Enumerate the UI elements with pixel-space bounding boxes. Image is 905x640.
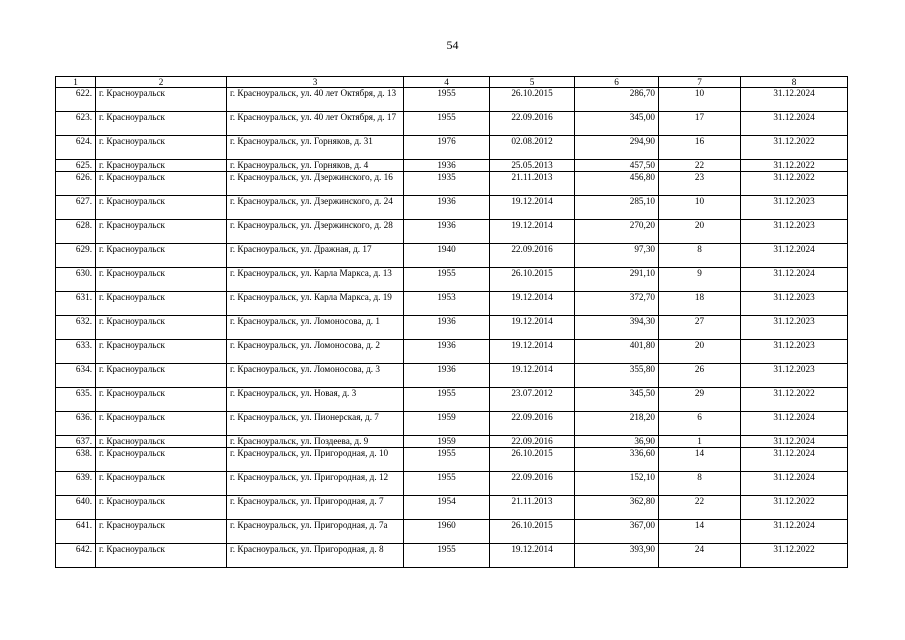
- cell-deadline: 31.12.2024: [741, 88, 848, 112]
- cell-date: 22.09.2016: [490, 244, 575, 268]
- cell-date: 26.10.2015: [490, 268, 575, 292]
- cell-settlement: г. Красноуральск: [96, 496, 227, 520]
- cell-deadline: 31.12.2024: [741, 244, 848, 268]
- cell-settlement: г. Красноуральск: [96, 388, 227, 412]
- cell-year-built: 1936: [404, 160, 490, 172]
- cell-settlement: г. Красноуральск: [96, 448, 227, 472]
- cell-address: г. Красноуральск, ул. Новая, д. 3: [227, 388, 404, 412]
- cell-settlement: г. Красноуральск: [96, 88, 227, 112]
- cell-date: 22.09.2016: [490, 112, 575, 136]
- cell-row-number: 638.: [56, 448, 96, 472]
- cell-deadline: 31.12.2024: [741, 520, 848, 544]
- cell-area: 97,30: [575, 244, 659, 268]
- cell-area: 394,30: [575, 316, 659, 340]
- cell-row-number: 623.: [56, 112, 96, 136]
- cell-date: 26.10.2015: [490, 88, 575, 112]
- cell-year-built: 1960: [404, 520, 490, 544]
- table-row: [56, 520, 848, 544]
- cell-address: г. Красноуральск, ул. Горняков, д. 31: [227, 136, 404, 160]
- cell-deadline: 31.12.2022: [741, 496, 848, 520]
- cell-address: г. Красноуральск, ул. Пригородная, д. 12: [227, 472, 404, 496]
- cell-count: 16: [659, 136, 741, 160]
- cell-year-built: 1955: [404, 268, 490, 292]
- table-row: [56, 88, 848, 112]
- cell-area: 36,90: [575, 436, 659, 448]
- header-cell: 5: [490, 77, 575, 88]
- header-cell: 4: [404, 77, 490, 88]
- cell-deadline: 31.12.2024: [741, 436, 848, 448]
- header-cell: 7: [659, 77, 741, 88]
- table-row: [56, 268, 848, 292]
- cell-date: 22.09.2016: [490, 412, 575, 436]
- cell-settlement: г. Красноуральск: [96, 196, 227, 220]
- cell-area: 270,20: [575, 220, 659, 244]
- table-row: [56, 472, 848, 496]
- header-cell: 3: [227, 77, 404, 88]
- cell-count: 26: [659, 364, 741, 388]
- cell-row-number: 641.: [56, 520, 96, 544]
- cell-date: 22.09.2016: [490, 436, 575, 448]
- cell-settlement: г. Красноуральск: [96, 340, 227, 364]
- table-row: [56, 340, 848, 364]
- cell-year-built: 1940: [404, 244, 490, 268]
- cell-area: 367,00: [575, 520, 659, 544]
- cell-settlement: г. Красноуральск: [96, 268, 227, 292]
- cell-date: 21.11.2013: [490, 496, 575, 520]
- cell-row-number: 627.: [56, 196, 96, 220]
- cell-area: 345,00: [575, 112, 659, 136]
- cell-settlement: г. Красноуральск: [96, 220, 227, 244]
- cell-row-number: 632.: [56, 316, 96, 340]
- cell-count: 14: [659, 448, 741, 472]
- cell-row-number: 633.: [56, 340, 96, 364]
- cell-deadline: 31.12.2022: [741, 388, 848, 412]
- cell-settlement: г. Красноуральск: [96, 412, 227, 436]
- table-row: [56, 448, 848, 472]
- cell-count: 24: [659, 544, 741, 568]
- cell-settlement: г. Красноуральск: [96, 316, 227, 340]
- cell-address: г. Красноуральск, ул. Дражная, д. 17: [227, 244, 404, 268]
- cell-count: 29: [659, 388, 741, 412]
- cell-year-built: 1955: [404, 88, 490, 112]
- cell-count: 10: [659, 88, 741, 112]
- cell-year-built: 1955: [404, 388, 490, 412]
- cell-area: 457,50: [575, 160, 659, 172]
- cell-row-number: 622.: [56, 88, 96, 112]
- cell-address: г. Красноуральск, ул. Ломоносова, д. 1: [227, 316, 404, 340]
- cell-address: г. Красноуральск, ул. Дзержинского, д. 28: [227, 220, 404, 244]
- cell-date: 19.12.2014: [490, 292, 575, 316]
- cell-year-built: 1959: [404, 412, 490, 436]
- cell-address: г. Красноуральск, ул. 40 лет Октября, д. 17: [227, 112, 404, 136]
- cell-settlement: г. Красноуральск: [96, 136, 227, 160]
- cell-area: 286,70: [575, 88, 659, 112]
- cell-count: 20: [659, 220, 741, 244]
- cell-deadline: 31.12.2023: [741, 340, 848, 364]
- cell-area: 218,20: [575, 412, 659, 436]
- table-row: [56, 160, 848, 172]
- cell-year-built: 1955: [404, 448, 490, 472]
- cell-area: 456,80: [575, 172, 659, 196]
- cell-area: 336,60: [575, 448, 659, 472]
- cell-address: г. Красноуральск, ул. Пригородная, д. 7: [227, 496, 404, 520]
- cell-count: 17: [659, 112, 741, 136]
- cell-address: г. Красноуральск, ул. Поздеева, д. 9: [227, 436, 404, 448]
- cell-area: 393,90: [575, 544, 659, 568]
- header-cell: 6: [575, 77, 659, 88]
- cell-count: 6: [659, 412, 741, 436]
- cell-settlement: г. Красноуральск: [96, 544, 227, 568]
- cell-row-number: 634.: [56, 364, 96, 388]
- cell-address: г. Красноуральск, ул. Пригородная, д. 7а: [227, 520, 404, 544]
- cell-settlement: г. Красноуральск: [96, 436, 227, 448]
- cell-count: 18: [659, 292, 741, 316]
- cell-date: 25.05.2013: [490, 160, 575, 172]
- cell-year-built: 1976: [404, 136, 490, 160]
- table-row: [56, 436, 848, 448]
- page-number: 54: [446, 38, 459, 52]
- cell-count: 14: [659, 520, 741, 544]
- header-cell: 2: [96, 77, 227, 88]
- cell-row-number: 628.: [56, 220, 96, 244]
- cell-address: г. Красноуральск, ул. Карла Маркса, д. 19: [227, 292, 404, 316]
- table-row: [56, 412, 848, 436]
- cell-deadline: 31.12.2022: [741, 544, 848, 568]
- table-body: [56, 88, 848, 568]
- registry-table: [55, 76, 848, 568]
- table-row: [56, 496, 848, 520]
- cell-year-built: 1936: [404, 196, 490, 220]
- cell-year-built: 1954: [404, 496, 490, 520]
- table-row: [56, 244, 848, 268]
- cell-row-number: 631.: [56, 292, 96, 316]
- cell-date: 23.07.2012: [490, 388, 575, 412]
- cell-area: 285,10: [575, 196, 659, 220]
- cell-year-built: 1959: [404, 436, 490, 448]
- cell-count: 20: [659, 340, 741, 364]
- cell-address: г. Красноуральск, ул. Ломоносова, д. 2: [227, 340, 404, 364]
- table-row: [56, 364, 848, 388]
- cell-deadline: 31.12.2024: [741, 268, 848, 292]
- cell-settlement: г. Красноуральск: [96, 244, 227, 268]
- cell-settlement: г. Красноуральск: [96, 520, 227, 544]
- cell-address: г. Красноуральск, ул. Пригородная, д. 8: [227, 544, 404, 568]
- cell-deadline: 31.12.2024: [741, 112, 848, 136]
- cell-count: 8: [659, 472, 741, 496]
- cell-year-built: 1936: [404, 220, 490, 244]
- header-cell: 8: [741, 77, 848, 88]
- cell-row-number: 642.: [56, 544, 96, 568]
- cell-address: г. Красноуральск, ул. Пригородная, д. 10: [227, 448, 404, 472]
- cell-count: 9: [659, 268, 741, 292]
- cell-address: г. Красноуральск, ул. Карла Маркса, д. 13: [227, 268, 404, 292]
- cell-count: 22: [659, 160, 741, 172]
- cell-row-number: 640.: [56, 496, 96, 520]
- cell-deadline: 31.12.2024: [741, 472, 848, 496]
- cell-area: 355,80: [575, 364, 659, 388]
- cell-date: 19.12.2014: [490, 196, 575, 220]
- cell-count: 1: [659, 436, 741, 448]
- cell-settlement: г. Красноуральск: [96, 112, 227, 136]
- cell-deadline: 31.12.2022: [741, 136, 848, 160]
- cell-deadline: 31.12.2023: [741, 196, 848, 220]
- cell-count: 22: [659, 496, 741, 520]
- cell-date: 19.12.2014: [490, 364, 575, 388]
- cell-area: 401,80: [575, 340, 659, 364]
- cell-date: 02.08.2012: [490, 136, 575, 160]
- cell-date: 19.12.2014: [490, 544, 575, 568]
- cell-count: 8: [659, 244, 741, 268]
- cell-row-number: 636.: [56, 412, 96, 436]
- cell-area: 345,50: [575, 388, 659, 412]
- table-row: [56, 196, 848, 220]
- table-row: [56, 292, 848, 316]
- table-row: [56, 544, 848, 568]
- cell-date: 19.12.2014: [490, 220, 575, 244]
- cell-year-built: 1953: [404, 292, 490, 316]
- table-row: [56, 136, 848, 160]
- table-row: [56, 112, 848, 136]
- table-row: [56, 316, 848, 340]
- cell-row-number: 637.: [56, 436, 96, 448]
- cell-settlement: г. Красноуральск: [96, 160, 227, 172]
- cell-row-number: 630.: [56, 268, 96, 292]
- cell-settlement: г. Красноуральск: [96, 292, 227, 316]
- cell-deadline: 31.12.2023: [741, 316, 848, 340]
- cell-deadline: 31.12.2023: [741, 292, 848, 316]
- cell-year-built: 1936: [404, 340, 490, 364]
- cell-row-number: 624.: [56, 136, 96, 160]
- cell-date: 21.11.2013: [490, 172, 575, 196]
- cell-count: 10: [659, 196, 741, 220]
- cell-deadline: 31.12.2024: [741, 412, 848, 436]
- cell-address: г. Красноуральск, ул. Горняков, д. 4: [227, 160, 404, 172]
- cell-row-number: 625.: [56, 160, 96, 172]
- cell-date: 19.12.2014: [490, 316, 575, 340]
- cell-year-built: 1936: [404, 364, 490, 388]
- table-header-row: [56, 77, 848, 88]
- cell-deadline: 31.12.2023: [741, 364, 848, 388]
- cell-address: г. Красноуральск, ул. Ломоносова, д. 3: [227, 364, 404, 388]
- cell-settlement: г. Красноуральск: [96, 472, 227, 496]
- cell-count: 23: [659, 172, 741, 196]
- cell-year-built: 1935: [404, 172, 490, 196]
- cell-area: 294,90: [575, 136, 659, 160]
- cell-deadline: 31.12.2022: [741, 172, 848, 196]
- cell-year-built: 1936: [404, 316, 490, 340]
- table-row: [56, 388, 848, 412]
- cell-year-built: 1955: [404, 472, 490, 496]
- cell-settlement: г. Красноуральск: [96, 364, 227, 388]
- cell-settlement: г. Красноуральск: [96, 172, 227, 196]
- cell-date: 26.10.2015: [490, 520, 575, 544]
- cell-area: 372,70: [575, 292, 659, 316]
- cell-address: г. Красноуральск, ул. Пионерская, д. 7: [227, 412, 404, 436]
- cell-address: г. Красноуральск, ул. Дзержинского, д. 24: [227, 196, 404, 220]
- table-row: [56, 172, 848, 196]
- cell-date: 26.10.2015: [490, 448, 575, 472]
- cell-area: 152,10: [575, 472, 659, 496]
- cell-area: 362,80: [575, 496, 659, 520]
- cell-count: 27: [659, 316, 741, 340]
- cell-deadline: 31.12.2024: [741, 448, 848, 472]
- cell-row-number: 629.: [56, 244, 96, 268]
- cell-row-number: 635.: [56, 388, 96, 412]
- cell-date: 22.09.2016: [490, 472, 575, 496]
- cell-deadline: 31.12.2022: [741, 160, 848, 172]
- header-cell: 1: [56, 77, 96, 88]
- cell-year-built: 1955: [404, 544, 490, 568]
- cell-date: 19.12.2014: [490, 340, 575, 364]
- cell-row-number: 639.: [56, 472, 96, 496]
- cell-deadline: 31.12.2023: [741, 220, 848, 244]
- cell-area: 291,10: [575, 268, 659, 292]
- cell-address: г. Красноуральск, ул. Дзержинского, д. 16: [227, 172, 404, 196]
- table-row: [56, 220, 848, 244]
- cell-address: г. Красноуральск, ул. 40 лет Октября, д. 13: [227, 88, 404, 112]
- cell-row-number: 626.: [56, 172, 96, 196]
- cell-year-built: 1955: [404, 112, 490, 136]
